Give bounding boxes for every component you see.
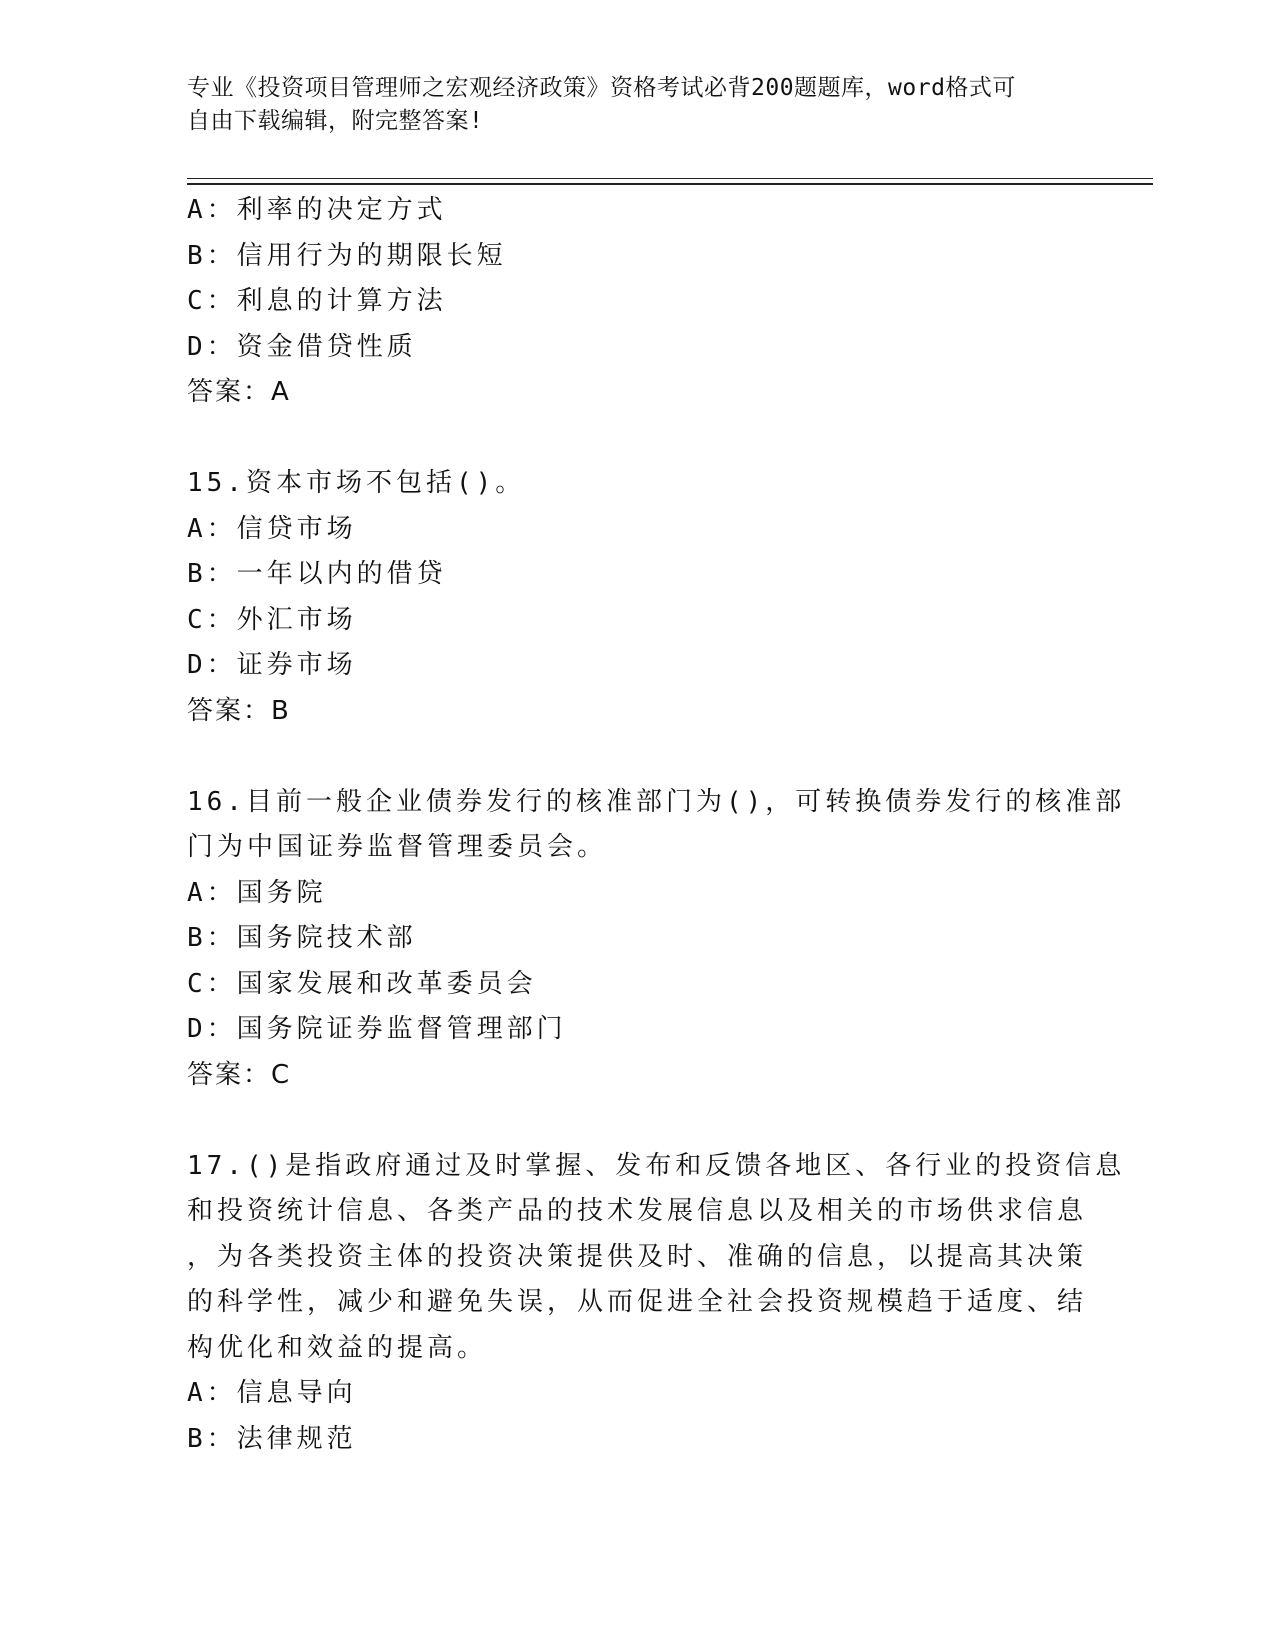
question-16 [187, 780, 1126, 1099]
option-b: B：信用行为的期限长短 [187, 240, 507, 271]
option-a: A：利率的决定方式 [187, 195, 447, 225]
question-stem-cont: 构优化和效益的提高。 [187, 1332, 488, 1363]
question-stem: 15.资本市场不包括()。 [187, 468, 526, 498]
question-list [187, 188, 1126, 1462]
spacer [187, 734, 1087, 780]
header-divider-thick [187, 183, 1153, 185]
question-stem-cont: ，为各类投资主体的投资决策提供及时、准确的信息，以提高其决策 [187, 1241, 1088, 1272]
option-c: C：利息的计算方法 [187, 286, 447, 316]
document-header [187, 72, 1087, 138]
answer: 答案：B [187, 695, 291, 726]
option-c: C：外汇市场 [187, 604, 357, 635]
question-stem: 17.()是指政府通过及时掌握、发布和反馈各地区、各行业的投资信息 [187, 1150, 1126, 1181]
option-b: B：国务院技术部 [187, 923, 417, 953]
question-17 [187, 1144, 1126, 1463]
answer: 答案：A [187, 377, 291, 407]
header-line-1: 专业《投资项目管理师之宏观经济政策》资格考试必背200题题库，word格式可 [187, 75, 1016, 101]
question-stem-cont: 和投资统计信息、各类产品的技术发展信息以及相关的市场供求信息 [187, 1196, 1088, 1226]
spacer [187, 1098, 1087, 1144]
option-a: A：信贷市场 [187, 513, 357, 544]
option-d: D：证券市场 [187, 650, 357, 680]
option-d: D：国务院证券监督管理部门 [187, 1014, 567, 1044]
option-a: A：国务院 [187, 877, 327, 908]
question-14 [187, 188, 1087, 416]
option-a: A：信息导向 [187, 1378, 357, 1408]
header-line-2: 自由下载编辑，附完整答案! [187, 108, 484, 134]
answer: 答案：C [187, 1059, 292, 1090]
question-stem-cont: 门为中国证券监督管理委员会。 [187, 832, 608, 862]
option-b: B：一年以内的借贷 [187, 559, 447, 589]
question-15 [187, 461, 1087, 734]
option-d: D：资金借贷性质 [187, 331, 417, 362]
option-b: B：法律规范 [187, 1423, 357, 1454]
spacer [187, 416, 1087, 462]
header-divider-thin [187, 178, 1153, 179]
question-stem-cont: 的科学性，减少和避免失误，从而促进全社会投资规模趋于适度、结 [187, 1287, 1088, 1317]
option-c: C：国家发展和改革委员会 [187, 968, 537, 999]
question-stem: 16.目前一般企业债券发行的核准部门为()，可转换债券发行的核准部 [187, 786, 1126, 817]
